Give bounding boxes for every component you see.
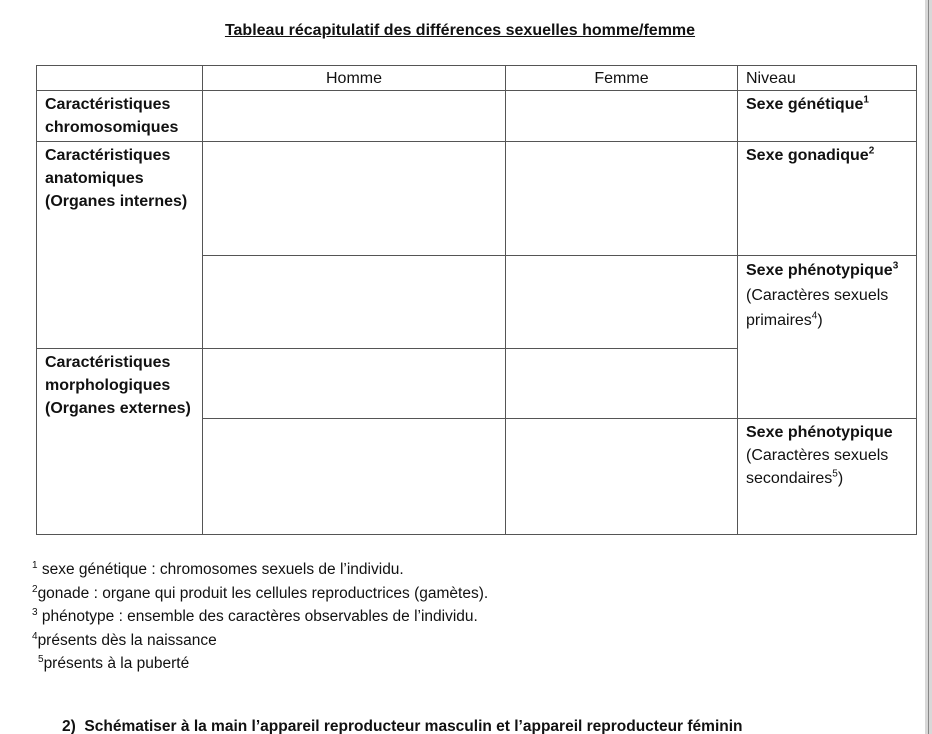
label-line: anatomiques: [45, 170, 144, 187]
label-line: Caractéristiques: [45, 96, 171, 113]
footnote-ref: 1: [863, 94, 869, 106]
niveau-subtext: ): [817, 312, 823, 329]
label-line: chromosomiques: [45, 119, 179, 136]
cell-homme-primaire[interactable]: [203, 256, 506, 349]
cell-homme-secondaire[interactable]: [203, 419, 506, 535]
footnote-3: [32, 605, 488, 629]
header-femme: Femme: [506, 66, 738, 91]
row-anatomiques-gonadique: [37, 142, 917, 256]
footnote-text: gonade : organe qui produit les cellules reproductrices (gamètes).: [37, 584, 489, 602]
header-homme: Homme: [203, 66, 506, 91]
document-title: Tableau récapitulatif des différences sexuelles homme/femme: [224, 22, 696, 39]
cell-femme-primaire[interactable]: [506, 256, 738, 349]
footnote-ref: 3: [892, 260, 899, 272]
header-niveau: Niveau: [738, 66, 917, 91]
cell-homme-chromosomiques[interactable]: [203, 91, 506, 142]
niveau-subtext: (Caractères sexuels: [746, 287, 889, 304]
footnote-ref: 5: [832, 468, 838, 480]
niveau-text: Sexe phénotypique: [746, 262, 893, 279]
cell-femme-secondaire[interactable]: [506, 419, 738, 535]
footnote-mark: 2: [32, 583, 38, 595]
footnote-2: [32, 582, 488, 606]
header-empty: [37, 66, 203, 91]
niveau-subtext: secondaires: [746, 470, 833, 487]
niveau-phenotypique-primaire: [738, 256, 917, 419]
niveau-phenotypique-secondaire: [738, 419, 917, 535]
footnote-text: sexe génétique : chromosomes sexuels de l’individu.: [37, 561, 404, 578]
label-anatomiques: [37, 142, 203, 349]
niveau-text: Sexe gonadique: [746, 147, 869, 164]
label-line: Caractéristiques: [45, 147, 171, 164]
footnotes: [32, 558, 488, 676]
cell-femme-morpho-1[interactable]: [506, 349, 738, 419]
cell-femme-gonadique[interactable]: [506, 142, 738, 256]
niveau-subtext: (Caractères sexuels: [746, 447, 889, 464]
footnote-text: présents dès la naissance: [37, 631, 217, 649]
label-line: (Organes externes): [45, 400, 191, 417]
header-row: [37, 66, 917, 91]
footnote-5: [32, 652, 488, 676]
footnote-mark: 5: [38, 653, 44, 665]
recap-table: [36, 65, 917, 535]
section-heading: 2) Schématiser à la main l’appareil reproducteur masculin et l’appareil reproducteur féminin: [62, 718, 743, 734]
label-line: morphologiques: [45, 377, 171, 394]
footnote-ref: 2: [868, 145, 875, 157]
page-edge-line: [928, 0, 929, 734]
niveau-genetique: [738, 91, 917, 142]
row-chromosomiques: [37, 91, 917, 142]
label-morphologiques: [37, 349, 203, 535]
niveau-gonadique: [738, 142, 917, 256]
niveau-text: Sexe phénotypique: [746, 424, 893, 441]
footnote-ref: 4: [811, 310, 818, 322]
niveau-text: Sexe génétique: [746, 96, 864, 113]
label-chromosomiques: [37, 91, 203, 142]
niveau-subtext: ): [837, 470, 844, 487]
label-line: (Organes internes): [45, 193, 188, 210]
footnote-text: phénotype : ensemble des caractères observables de l’individu.: [37, 608, 478, 625]
footnote-4: [32, 629, 488, 653]
niveau-subtext: primaires: [746, 312, 812, 329]
footnote-text: présents à la puberté: [43, 655, 190, 672]
footnote-mark: 3: [32, 606, 38, 618]
cell-homme-gonadique[interactable]: [203, 142, 506, 256]
cell-femme-chromosomiques[interactable]: [506, 91, 738, 142]
footnote-mark: 4: [32, 630, 38, 642]
footnote-1: [32, 558, 488, 582]
footnote-mark: 1: [32, 559, 38, 571]
cell-homme-morpho-1[interactable]: [203, 349, 506, 419]
label-line: Caractéristiques: [45, 354, 171, 371]
